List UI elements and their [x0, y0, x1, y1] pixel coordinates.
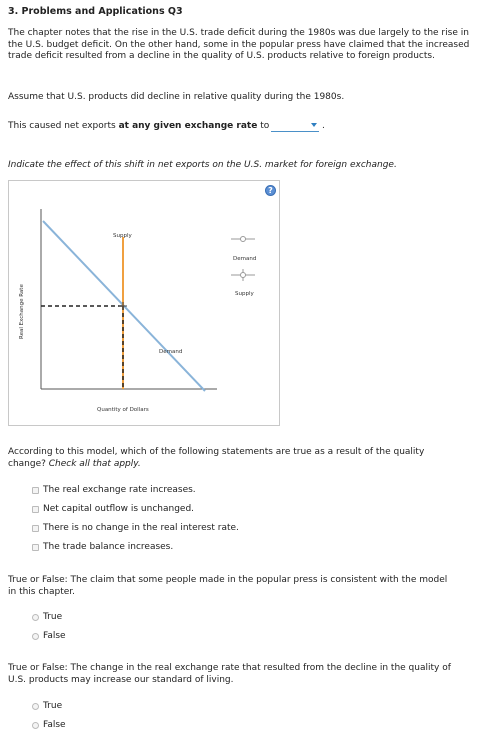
question3-prompt: True or False: The change in the real exchange rate that resulted from the decline in the quality of U.S. products may increase our standard of living. — [8, 663, 451, 685]
question2-prompt: True or False: The claim that some people made in the popular press is consistent with the model in this chapter. — [8, 575, 448, 597]
net-exports-dropdown[interactable] — [271, 120, 319, 132]
net-exports-bold: at any given exchange rate — [118, 121, 258, 131]
period: . — [322, 121, 325, 131]
question1-prompt — [8, 447, 448, 470]
chevron-down-icon — [311, 123, 317, 127]
legend-demand-handle[interactable] — [241, 237, 246, 242]
question1-prompt-italic: Check all that apply. — [48, 458, 141, 469]
checkbox[interactable] — [32, 525, 39, 532]
assumption-text: Assume that U.S. products did decline in relative quality during the 1980s. — [8, 92, 345, 102]
checkbox[interactable] — [32, 487, 39, 494]
legend-supply-handle[interactable] — [241, 273, 246, 278]
q1-option-2-label: Net capital outflow is unchanged. — [43, 504, 195, 514]
q3-option-true[interactable] — [32, 701, 62, 711]
demand-curve-label: Demand — [159, 349, 183, 355]
supply-curve-label: Supply — [113, 233, 132, 239]
y-axis-label: Real Exchange Rate — [19, 284, 25, 339]
q2-option-true[interactable] — [32, 612, 62, 622]
q1-option-3-label: There is no change in the real interest rate. — [43, 523, 239, 533]
question1-prompt-text: According to this model, which of the following statements are true as a result of the quality change? — [8, 447, 425, 469]
q1-option-1-label: The real exchange rate increases. — [43, 485, 196, 495]
net-exports-suffix: to — [257, 121, 270, 131]
x-axis-label: Quantity of Dollars — [97, 407, 149, 413]
checkbox[interactable] — [32, 506, 39, 513]
q2-option-false[interactable] — [32, 631, 66, 641]
radio-button[interactable] — [32, 614, 39, 621]
net-exports-sentence — [8, 121, 270, 133]
instruction-text: Indicate the effect of this shift in net exports on the U.S. market for foreign exchange. — [8, 160, 397, 170]
q3-option-false-label: False — [43, 720, 66, 730]
q1-option-4[interactable] — [32, 542, 173, 552]
q2-option-true-label: True — [43, 612, 63, 622]
q3-option-false[interactable] — [32, 720, 66, 730]
legend-demand-label: Demand — [233, 256, 257, 262]
radio-button[interactable] — [32, 633, 39, 640]
q1-option-4-label: The trade balance increases. — [43, 542, 174, 552]
q1-option-3[interactable] — [32, 523, 239, 533]
radio-button[interactable] — [32, 722, 39, 729]
legend-supply-label: Supply — [235, 291, 254, 297]
help-icon[interactable]: ? — [265, 185, 276, 196]
q2-option-false-label: False — [43, 631, 66, 641]
q1-option-1[interactable] — [32, 485, 196, 495]
radio-button[interactable] — [32, 703, 39, 710]
graph-panel — [8, 180, 280, 426]
q1-option-2[interactable] — [32, 504, 194, 514]
checkbox[interactable] — [32, 544, 39, 551]
fx-market-graph — [9, 181, 281, 427]
q3-option-true-label: True — [43, 701, 63, 711]
net-exports-prefix: This caused net exports — [8, 121, 119, 131]
page-title: 3. Problems and Applications Q3 — [8, 6, 183, 17]
intro-text: The chapter notes that the rise in the U.S. trade deficit during the 1980s was due largely to the rise in the U.S. budget deficit. On the other hand, some in the popular press have claimed that the increased trade deficit resulted from a decline in the quality of U.S. products relative to foreign products. — [8, 28, 470, 61]
